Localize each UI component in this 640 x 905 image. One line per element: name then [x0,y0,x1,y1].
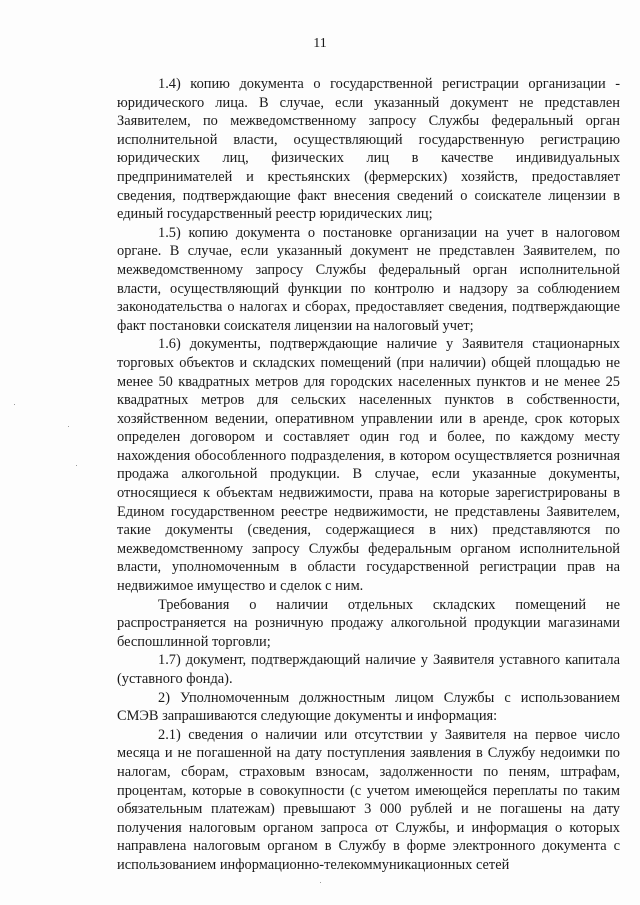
scan-speck [14,404,15,405]
paragraph-warehouse-requirement: Требования о наличии отдельных складских помещений не распространяется на розничную продажу алкогольной продукции магазинами беспошлинной торговли; [117,596,620,650]
paragraph-1-4: 1.4) копию документа о государственной регистрации организации - юридического лица. В случае, если указанный документ не представлен Заявителем, по межведомственному запросу Службы федеральный орган исполнительной власти, осуществляющий государственную регистрацию юридических лиц, физических лиц в качестве индивидуальных предпринимателей и крестьянских (фермерских) хозяйств, предоставляет сведения, подтверждающие факт внесения сведений о соискателе лицензии в единый государственный реестр юридических лиц; [117,76,620,223]
page-number: 11 [313,36,327,51]
paragraph-1-7: 1.7) документ, подтверждающий наличие у Заявителя уставного капитала (уставного фонда). [117,652,620,687]
paragraph-1-6: 1.6) документы, подтверждающие наличие у Заявителя стационарных торговых объектов и складских помещений (при наличии) общей площадью не менее 50 квадратных метров для городских населенных пунктов и не менее 25 квадратных метров для сельских населенных пунктов в собственности, хозяйственном ведении, оперативном управлении или в аренде, срок которых определен договором и составляет один год и более, по каждому месту нахождения обособленного подразделения, в котором осуществляется розничная продажа алкогольной продукции. В случае, если указанные документы, относящиеся к объектам недвижимости, права на которые зарегистрированы в Едином государственном реестре недвижимости, не представлены Заявителем, такие документы (сведения, содержащиеся в них) представляются по межведомственному запросу Службы федеральным органом исполнительной власти, уполномоченным в области государственной регистрации прав на недвижимое имущество и сделок с ним. [117,336,620,595]
document-body [117,75,620,875]
paragraph-2-1: 2.1) сведения о наличии или отсутствии у Заявителя на первое число месяца и не погашенной на дату поступления заявления в Службу недоимки по налогам, сборам, страховым взносам, задолженности по пеням, штрафам, процентам, которые в совокупности (с учетом имеющейся переплаты по таким обязательным платежам) превышают 3 000 рублей и не погашены на дату получения налоговым органом запроса от Службы, и информация о которых направлена налоговым органом в Службу в форме электронного документа с использованием информационно-телекоммуникационных сетей [117,726,620,873]
paragraph-2: 2) Уполномоченным должностным лицом Службы с использованием СМЭВ запрашиваются следующие документы и информация: [117,689,620,725]
scan-speck [68,426,69,427]
scan-speck [320,882,321,883]
paragraph-1-5: 1.5) копию документа о постановке организации на учет в налоговом органе. В случае, если указанный документ не представлен Заявителем, по межведомственному запросу Службы федеральный орган исполнительной власти, осуществляющий функции по контролю и надзору за соблюдением законодательства о налогах и сборах, предоставляет сведения, подтверждающие факт постановки соискателя лицензии на налоговый учет; [117,224,620,334]
scan-speck [76,465,77,466]
